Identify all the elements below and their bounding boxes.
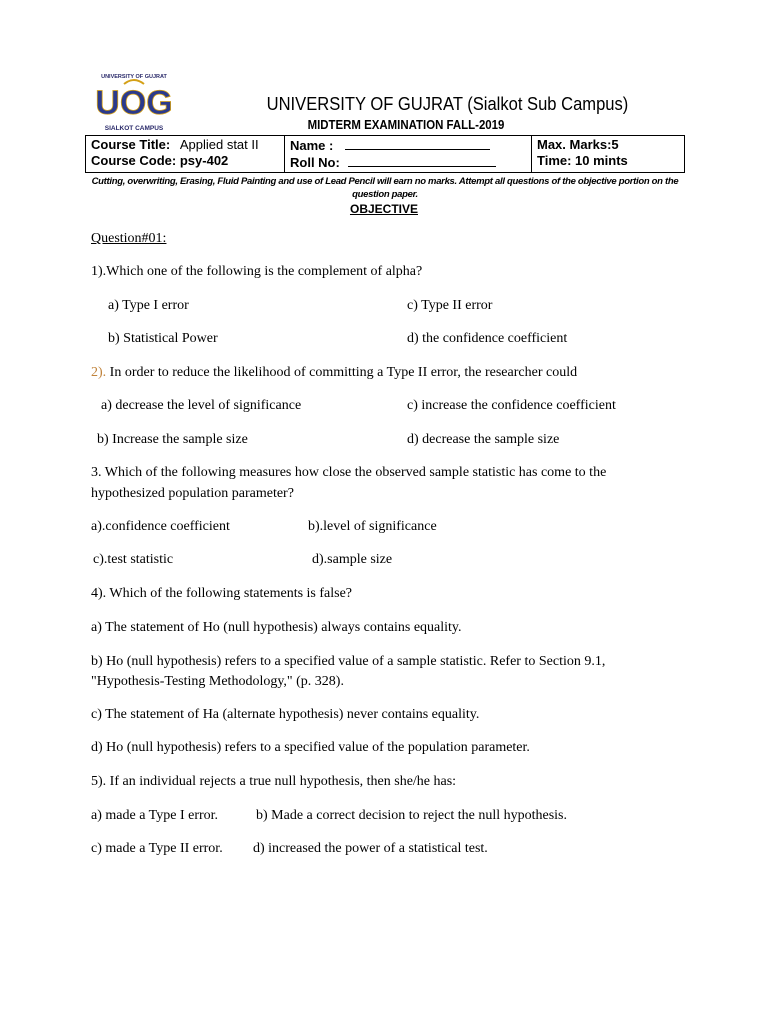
exam-title: MIDTERM EXAMINATION FALL-2019 bbox=[307, 117, 505, 132]
q2-option-c: c) increase the confidence coefficient bbox=[407, 398, 616, 413]
course-code-label: Course Code: bbox=[91, 153, 177, 168]
name-blank[interactable] bbox=[345, 137, 490, 150]
q5-stem: 5). If an individual rejects a true null hypothesis, then she/he has: bbox=[91, 774, 457, 789]
roll-blank[interactable] bbox=[348, 154, 496, 167]
course-title-value: Applied stat II bbox=[179, 137, 259, 152]
q3-option-a: a).confidence coefficient bbox=[91, 519, 230, 534]
q3-stem-line2: hypothesized population parameter? bbox=[91, 486, 294, 501]
q1-option-d: d) the confidence coefficient bbox=[407, 331, 568, 346]
logo-letters: UOG bbox=[95, 84, 173, 122]
q2-stem: In order to reduce the likelihood of committing a Type II error, the researcher could bbox=[106, 365, 578, 380]
instructions: Cutting, overwriting, Erasing, Fluid Painting and use of Lead Pencil will earn no marks. Attempt all questions of the objective portion on the question paper. bbox=[91, 176, 679, 200]
university-title: UNIVERSITY OF GUJRAT (Sialkot Sub Campus) bbox=[266, 94, 629, 114]
course-code-value: psy-402 bbox=[179, 153, 229, 168]
q2-option-b: b) Increase the sample size bbox=[97, 432, 248, 447]
q3-option-c: c).test statistic bbox=[93, 552, 174, 567]
q4-stem: 4). Which of the following statements is false? bbox=[91, 586, 353, 601]
q3-option-d: d).sample size bbox=[312, 552, 393, 567]
q1-option-b: b) Statistical Power bbox=[108, 331, 218, 346]
section-title: OBJECTIVE bbox=[349, 202, 418, 216]
q5-option-b: b) Made a correct decision to reject the null hypothesis. bbox=[256, 808, 568, 823]
course-title-label: Course Title: bbox=[91, 137, 171, 152]
q1-option-a: a) Type I error bbox=[108, 298, 189, 313]
q1-stem: 1).Which one of the following is the complement of alpha? bbox=[91, 264, 423, 279]
q3-option-b: b).level of significance bbox=[308, 519, 437, 534]
q5-option-d: d) increased the power of a statistical test. bbox=[253, 841, 488, 856]
q4-option-b-line1: b) Ho (null hypothesis) refers to a specified value of a sample statistic. Refer to Section 9.1, bbox=[91, 654, 606, 669]
q4-option-d: d) Ho (null hypothesis) refers to a specified value of the population parameter. bbox=[91, 740, 530, 755]
q2-number: 2). bbox=[91, 365, 107, 380]
name-label: Name : bbox=[290, 138, 334, 153]
q2-stem-line bbox=[91, 365, 577, 381]
max-marks: Max. Marks:5 bbox=[537, 137, 619, 152]
q3-stem-line1: 3. Which of the following measures how close the observed sample statistic has come to the bbox=[91, 465, 607, 480]
logo-top-text: UNIVERSITY OF GUJRAT bbox=[101, 74, 167, 80]
q1-option-c: c) Type II error bbox=[407, 298, 493, 313]
student-cell bbox=[285, 136, 532, 173]
marks-cell bbox=[532, 136, 685, 173]
q5-option-a: a) made a Type I error. bbox=[91, 808, 219, 823]
time-allowed: Time: 10 mints bbox=[537, 153, 628, 168]
course-cell bbox=[86, 136, 285, 173]
q2-option-d: d) decrease the sample size bbox=[407, 432, 560, 447]
roll-label: Roll No: bbox=[290, 155, 340, 170]
logo-bottom-text: SIALKOT CAMPUS bbox=[104, 125, 164, 132]
q5-option-c: c) made a Type II error. bbox=[91, 841, 223, 856]
q4-option-a: a) The statement of Ho (null hypothesis) always contains equality. bbox=[91, 620, 462, 635]
question-heading: Question#01: bbox=[91, 231, 167, 246]
course-info-table bbox=[85, 135, 685, 173]
q4-option-b-line2: "Hypothesis-Testing Methodology," (p. 328). bbox=[91, 674, 344, 689]
q2-option-a: a) decrease the level of significance bbox=[101, 398, 302, 413]
q4-option-c: c) The statement of Ha (alternate hypothesis) never contains equality. bbox=[91, 707, 480, 722]
